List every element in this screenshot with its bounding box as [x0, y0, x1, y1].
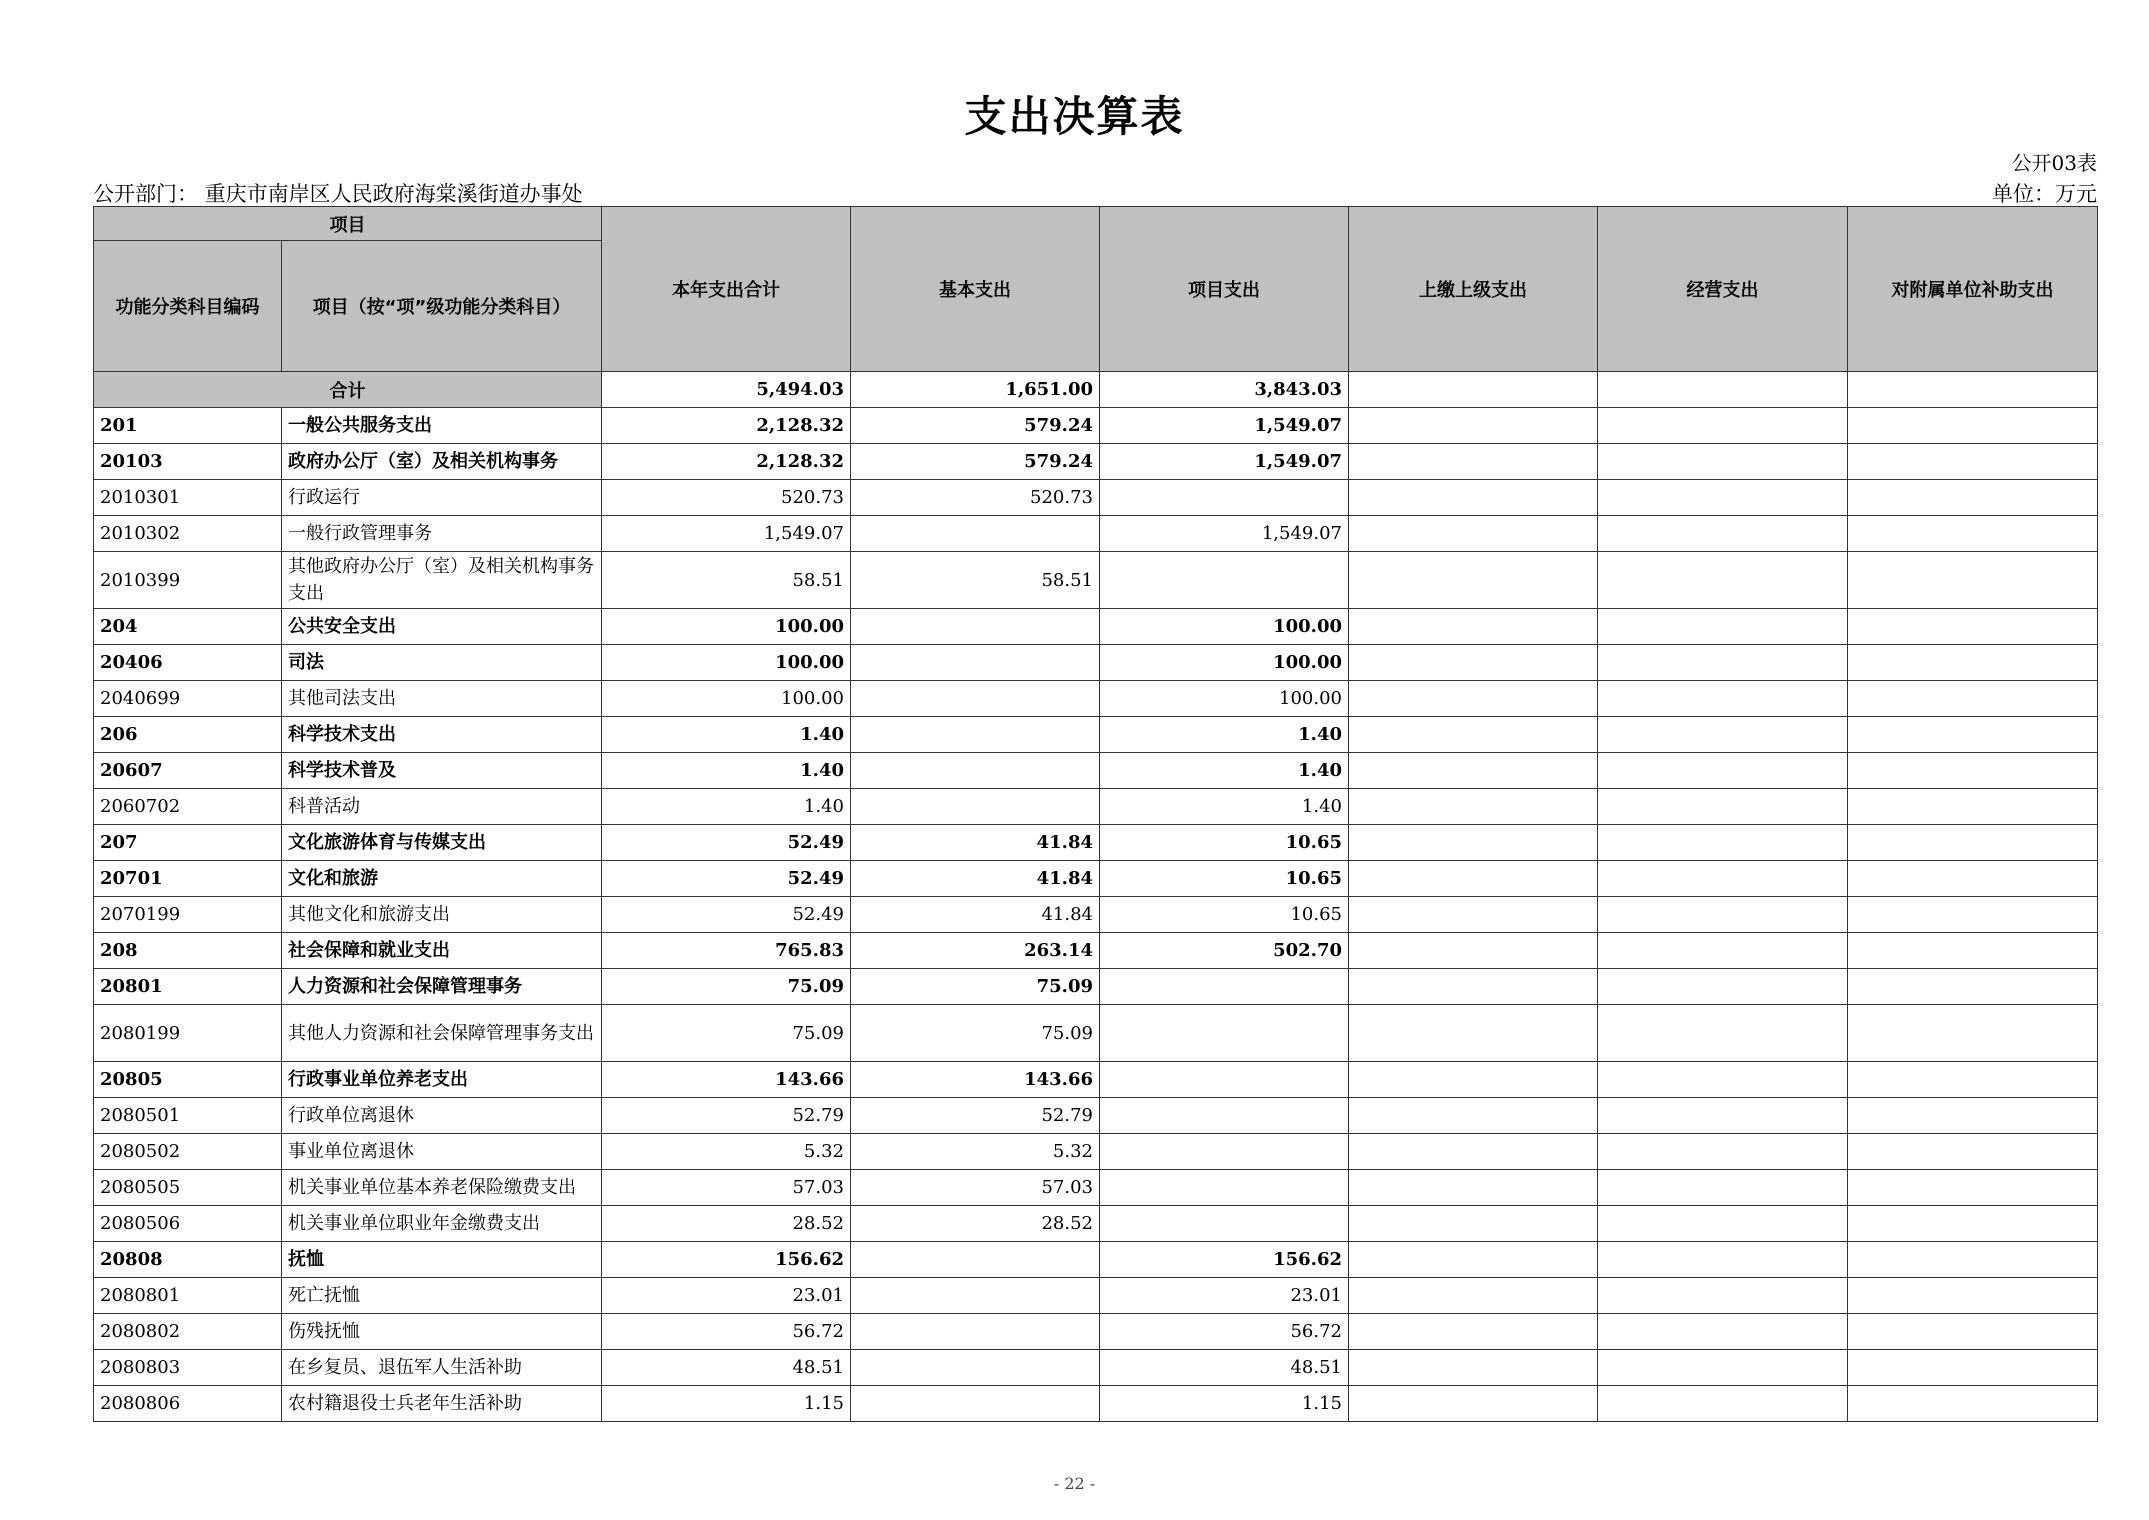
code-cell: 2080802: [94, 1314, 282, 1350]
total-cell: 23.01: [602, 1278, 851, 1314]
code-cell: 2080199: [94, 1005, 282, 1062]
project-cell: [1100, 1206, 1349, 1242]
total-cell: 1.40: [602, 717, 851, 753]
basic-cell: [851, 516, 1100, 552]
subsidy-cell: [1848, 408, 2098, 444]
project-cell: 1.15: [1100, 1386, 1349, 1422]
total-cell: 1.40: [602, 789, 851, 825]
upper-cell: [1349, 681, 1598, 717]
project-cell: 1.40: [1100, 753, 1349, 789]
code-cell: 206: [94, 717, 282, 753]
header-upper: 上缴上级支出: [1349, 207, 1598, 372]
upper-cell: [1349, 1314, 1598, 1350]
total-cell: 52.49: [602, 861, 851, 897]
project-cell: [1100, 1062, 1349, 1098]
table-row: [94, 789, 2098, 825]
business-cell: [1598, 1134, 1848, 1170]
code-cell: 2010302: [94, 516, 282, 552]
upper-cell: [1349, 480, 1598, 516]
total-cell: 52.49: [602, 897, 851, 933]
table-row: [94, 645, 2098, 681]
total-cell: 5,494.03: [602, 372, 851, 408]
table-row: [94, 969, 2098, 1005]
upper-cell: [1349, 645, 1598, 681]
business-cell: [1598, 789, 1848, 825]
basic-cell: 5.32: [851, 1134, 1100, 1170]
subsidy-cell: [1848, 1170, 2098, 1206]
business-cell: [1598, 1062, 1848, 1098]
basic-cell: 520.73: [851, 480, 1100, 516]
total-cell: 143.66: [602, 1062, 851, 1098]
subsidy-cell: [1848, 1242, 2098, 1278]
table-row: [94, 516, 2098, 552]
header-project: 项目: [94, 207, 602, 241]
code-cell: 20406: [94, 645, 282, 681]
name-cell: 政府办公厅（室）及相关机构事务: [282, 444, 602, 480]
project-cell: [1100, 552, 1349, 609]
upper-cell: [1349, 1278, 1598, 1314]
basic-cell: [851, 1278, 1100, 1314]
table-row: [94, 609, 2098, 645]
name-cell: 其他司法支出: [282, 681, 602, 717]
business-cell: [1598, 480, 1848, 516]
business-cell: [1598, 1242, 1848, 1278]
name-cell: 抚恤: [282, 1242, 602, 1278]
subsidy-cell: [1848, 825, 2098, 861]
table-row: [94, 1242, 2098, 1278]
table-row: [94, 1386, 2098, 1422]
business-cell: [1598, 897, 1848, 933]
upper-cell: [1349, 1350, 1598, 1386]
table-row: [94, 444, 2098, 480]
basic-cell: 57.03: [851, 1170, 1100, 1206]
name-cell: 公共安全支出: [282, 609, 602, 645]
subsidy-cell: [1848, 681, 2098, 717]
business-cell: [1598, 681, 1848, 717]
name-cell: 伤残抚恤: [282, 1314, 602, 1350]
basic-cell: [851, 645, 1100, 681]
business-cell: [1598, 1005, 1848, 1062]
table-row: [94, 408, 2098, 444]
upper-cell: [1349, 897, 1598, 933]
business-cell: [1598, 609, 1848, 645]
business-cell: [1598, 1170, 1848, 1206]
project-cell: 1.40: [1100, 789, 1349, 825]
name-cell: 农村籍退役士兵老年生活补助: [282, 1386, 602, 1422]
basic-cell: [851, 1386, 1100, 1422]
code-cell: 20801: [94, 969, 282, 1005]
upper-cell: [1349, 933, 1598, 969]
subsidy-cell: [1848, 1005, 2098, 1062]
code-cell: 20607: [94, 753, 282, 789]
name-cell: 一般行政管理事务: [282, 516, 602, 552]
upper-cell: [1349, 1386, 1598, 1422]
subsidy-cell: [1848, 1062, 2098, 1098]
total-basic-cell: 1,651.00: [851, 372, 1100, 408]
table-row: [94, 1170, 2098, 1206]
code-cell: 2070199: [94, 897, 282, 933]
project-cell: 100.00: [1100, 609, 1349, 645]
upper-cell: [1349, 1242, 1598, 1278]
subsidy-cell: [1848, 933, 2098, 969]
code-cell: 2080806: [94, 1386, 282, 1422]
code-cell: 20701: [94, 861, 282, 897]
total-cell: 52.49: [602, 825, 851, 861]
name-cell: 一般公共服务支出: [282, 408, 602, 444]
table-row: [94, 552, 2098, 609]
basic-cell: [851, 1314, 1100, 1350]
business-cell: [1598, 825, 1848, 861]
name-cell: 死亡抚恤: [282, 1278, 602, 1314]
business-cell: [1598, 1314, 1848, 1350]
table-row: [94, 717, 2098, 753]
basic-cell: 579.24: [851, 408, 1100, 444]
name-cell: 社会保障和就业支出: [282, 933, 602, 969]
upper-cell: [1349, 825, 1598, 861]
table-row: [94, 1206, 2098, 1242]
total-cell: 1.15: [602, 1386, 851, 1422]
basic-cell: 52.79: [851, 1098, 1100, 1134]
header-business: 经营支出: [1598, 207, 1848, 372]
upper-cell: [1349, 444, 1598, 480]
header-name: 项目（按“项”级功能分类科目）: [282, 241, 602, 372]
code-cell: 2040699: [94, 681, 282, 717]
basic-cell: [851, 717, 1100, 753]
code-cell: 201: [94, 408, 282, 444]
code-cell: 20808: [94, 1242, 282, 1278]
basic-cell: 75.09: [851, 969, 1100, 1005]
business-cell: [1598, 969, 1848, 1005]
upper-cell: [1349, 969, 1598, 1005]
name-cell: 司法: [282, 645, 602, 681]
basic-cell: 263.14: [851, 933, 1100, 969]
upper-cell: [1349, 861, 1598, 897]
project-cell: [1100, 1134, 1349, 1170]
name-cell: 科普活动: [282, 789, 602, 825]
name-cell: 机关事业单位基本养老保险缴费支出: [282, 1170, 602, 1206]
code-cell: 2010399: [94, 552, 282, 609]
total-cell: 52.79: [602, 1098, 851, 1134]
upper-cell: [1349, 408, 1598, 444]
subsidy-cell: [1848, 480, 2098, 516]
subsidy-cell: [1848, 897, 2098, 933]
total-cell: 28.52: [602, 1206, 851, 1242]
total-cell: 1,549.07: [602, 516, 851, 552]
name-cell: 科学技术支出: [282, 717, 602, 753]
project-cell: [1100, 1170, 1349, 1206]
name-cell: 在乡复员、退伍军人生活补助: [282, 1350, 602, 1386]
upper-cell: [1349, 609, 1598, 645]
project-cell: 10.65: [1100, 897, 1349, 933]
total-cell: 100.00: [602, 681, 851, 717]
project-cell: 1,549.07: [1100, 516, 1349, 552]
business-cell: [1598, 1098, 1848, 1134]
total-cell: 56.72: [602, 1314, 851, 1350]
subsidy-cell: [1848, 609, 2098, 645]
name-cell: 事业单位离退休: [282, 1134, 602, 1170]
total-project-cell: 3,843.03: [1100, 372, 1349, 408]
total-cell: 100.00: [602, 645, 851, 681]
department-label: 公开部门： 重庆市南岸区人民政府海棠溪街道办事处: [93, 182, 583, 206]
basic-cell: 41.84: [851, 861, 1100, 897]
business-cell: [1598, 1206, 1848, 1242]
code-cell: 20805: [94, 1062, 282, 1098]
upper-cell: [1349, 1098, 1598, 1134]
code-cell: 2060702: [94, 789, 282, 825]
basic-cell: [851, 1350, 1100, 1386]
basic-cell: 41.84: [851, 825, 1100, 861]
name-cell: 行政运行: [282, 480, 602, 516]
upper-cell: [1349, 1170, 1598, 1206]
total-label: 合计: [94, 372, 602, 408]
basic-cell: 28.52: [851, 1206, 1100, 1242]
subsidy-cell: [1848, 444, 2098, 480]
subsidy-cell: [1848, 753, 2098, 789]
basic-cell: [851, 1242, 1100, 1278]
business-cell: [1598, 552, 1848, 609]
subsidy-cell: [1848, 1134, 2098, 1170]
total-cell: 57.03: [602, 1170, 851, 1206]
business-cell: [1598, 408, 1848, 444]
project-cell: [1100, 480, 1349, 516]
subsidy-cell: [1848, 1350, 2098, 1386]
subsidy-cell: [1848, 969, 2098, 1005]
upper-cell: [1349, 1062, 1598, 1098]
page-number: - 22 -: [1053, 1474, 1096, 1493]
project-cell: 502.70: [1100, 933, 1349, 969]
basic-cell: 75.09: [851, 1005, 1100, 1062]
upper-cell: [1349, 1005, 1598, 1062]
basic-cell: [851, 753, 1100, 789]
table-row: [94, 1134, 2098, 1170]
project-cell: [1100, 1005, 1349, 1062]
project-cell: 48.51: [1100, 1350, 1349, 1386]
table-body: [94, 372, 2098, 1422]
upper-cell: [1349, 516, 1598, 552]
total-cell: 765.83: [602, 933, 851, 969]
subsidy-cell: [1848, 861, 2098, 897]
header-basic: 基本支出: [851, 207, 1100, 372]
basic-cell: 143.66: [851, 1062, 1100, 1098]
project-cell: 1,549.07: [1100, 444, 1349, 480]
table-row: [94, 1350, 2098, 1386]
header-project-expenditure: 项目支出: [1100, 207, 1349, 372]
code-cell: 2010301: [94, 480, 282, 516]
subsidy-cell: [1848, 1098, 2098, 1134]
business-cell: [1598, 861, 1848, 897]
project-cell: 23.01: [1100, 1278, 1349, 1314]
code-cell: 207: [94, 825, 282, 861]
project-cell: 156.62: [1100, 1242, 1349, 1278]
table-row: [94, 825, 2098, 861]
header-total: 本年支出合计: [602, 207, 851, 372]
table-row: [94, 1098, 2098, 1134]
table-row: [94, 1314, 2098, 1350]
subsidy-cell: [1848, 552, 2098, 609]
project-cell: [1100, 969, 1349, 1005]
table-row: [94, 933, 2098, 969]
upper-cell: [1349, 1206, 1598, 1242]
subsidy-cell: [1848, 645, 2098, 681]
code-cell: 2080502: [94, 1134, 282, 1170]
subsidy-cell: [1848, 1206, 2098, 1242]
project-cell: 10.65: [1100, 861, 1349, 897]
basic-cell: [851, 789, 1100, 825]
project-cell: 1.40: [1100, 717, 1349, 753]
upper-cell: [1349, 717, 1598, 753]
code-cell: 2080505: [94, 1170, 282, 1206]
business-cell: [1598, 753, 1848, 789]
total-cell: 100.00: [602, 609, 851, 645]
expenditure-table: [93, 206, 2098, 1422]
table-row: [94, 681, 2098, 717]
business-cell: [1598, 645, 1848, 681]
total-cell: 1.40: [602, 753, 851, 789]
total-cell: 48.51: [602, 1350, 851, 1386]
total-cell: 156.62: [602, 1242, 851, 1278]
total-business-cell: [1598, 372, 1848, 408]
total-cell: 5.32: [602, 1134, 851, 1170]
basic-cell: [851, 681, 1100, 717]
project-cell: 10.65: [1100, 825, 1349, 861]
table-row: [94, 1005, 2098, 1062]
basic-cell: 579.24: [851, 444, 1100, 480]
business-cell: [1598, 933, 1848, 969]
upper-cell: [1349, 1134, 1598, 1170]
name-cell: 文化旅游体育与传媒支出: [282, 825, 602, 861]
project-cell: 100.00: [1100, 681, 1349, 717]
business-cell: [1598, 1386, 1848, 1422]
table-row: [94, 861, 2098, 897]
table-row: [94, 897, 2098, 933]
total-cell: 75.09: [602, 1005, 851, 1062]
page-title: 支出决算表: [964, 92, 1185, 141]
subsidy-cell: [1848, 516, 2098, 552]
code-cell: 208: [94, 933, 282, 969]
upper-cell: [1349, 552, 1598, 609]
upper-cell: [1349, 753, 1598, 789]
total-upper-cell: [1349, 372, 1598, 408]
business-cell: [1598, 1350, 1848, 1386]
total-cell: 2,128.32: [602, 444, 851, 480]
code-cell: 2080501: [94, 1098, 282, 1134]
subsidy-cell: [1848, 1278, 2098, 1314]
name-cell: 行政事业单位养老支出: [282, 1062, 602, 1098]
subsidy-cell: [1848, 1314, 2098, 1350]
basic-cell: [851, 609, 1100, 645]
table-row: [94, 1278, 2098, 1314]
project-cell: 56.72: [1100, 1314, 1349, 1350]
subsidy-cell: [1848, 1386, 2098, 1422]
business-cell: [1598, 516, 1848, 552]
name-cell: 其他人力资源和社会保障管理事务支出: [282, 1005, 602, 1062]
name-cell: 人力资源和社会保障管理事务: [282, 969, 602, 1005]
name-cell: 文化和旅游: [282, 861, 602, 897]
project-cell: 100.00: [1100, 645, 1349, 681]
project-cell: 1,549.07: [1100, 408, 1349, 444]
table-row: [94, 1062, 2098, 1098]
total-cell: 520.73: [602, 480, 851, 516]
name-cell: 其他文化和旅游支出: [282, 897, 602, 933]
subsidy-cell: [1848, 717, 2098, 753]
name-cell: 其他政府办公厅（室）及相关机构事务支出: [282, 552, 602, 609]
code-cell: 2080801: [94, 1278, 282, 1314]
project-cell: [1100, 1098, 1349, 1134]
business-cell: [1598, 1278, 1848, 1314]
total-cell: 2,128.32: [602, 408, 851, 444]
name-cell: 机关事业单位职业年金缴费支出: [282, 1206, 602, 1242]
table-row: [94, 480, 2098, 516]
upper-cell: [1349, 789, 1598, 825]
business-cell: [1598, 444, 1848, 480]
code-cell: 20103: [94, 444, 282, 480]
total-cell: 75.09: [602, 969, 851, 1005]
business-cell: [1598, 717, 1848, 753]
subsidy-cell: [1848, 789, 2098, 825]
name-cell: 行政单位离退休: [282, 1098, 602, 1134]
unit-label: 单位：万元: [1992, 182, 2097, 206]
code-cell: 204: [94, 609, 282, 645]
code-cell: 2080506: [94, 1206, 282, 1242]
form-number: 公开03表: [2011, 151, 2097, 175]
code-cell: 2080803: [94, 1350, 282, 1386]
name-cell: 科学技术普及: [282, 753, 602, 789]
basic-cell: 58.51: [851, 552, 1100, 609]
header-code: 功能分类科目编码: [94, 241, 282, 372]
total-cell: 58.51: [602, 552, 851, 609]
basic-cell: 41.84: [851, 897, 1100, 933]
total-row: [94, 372, 2098, 408]
total-subsidy-cell: [1848, 372, 2098, 408]
table-row: [94, 753, 2098, 789]
header-subsidy: 对附属单位补助支出: [1848, 207, 2098, 372]
